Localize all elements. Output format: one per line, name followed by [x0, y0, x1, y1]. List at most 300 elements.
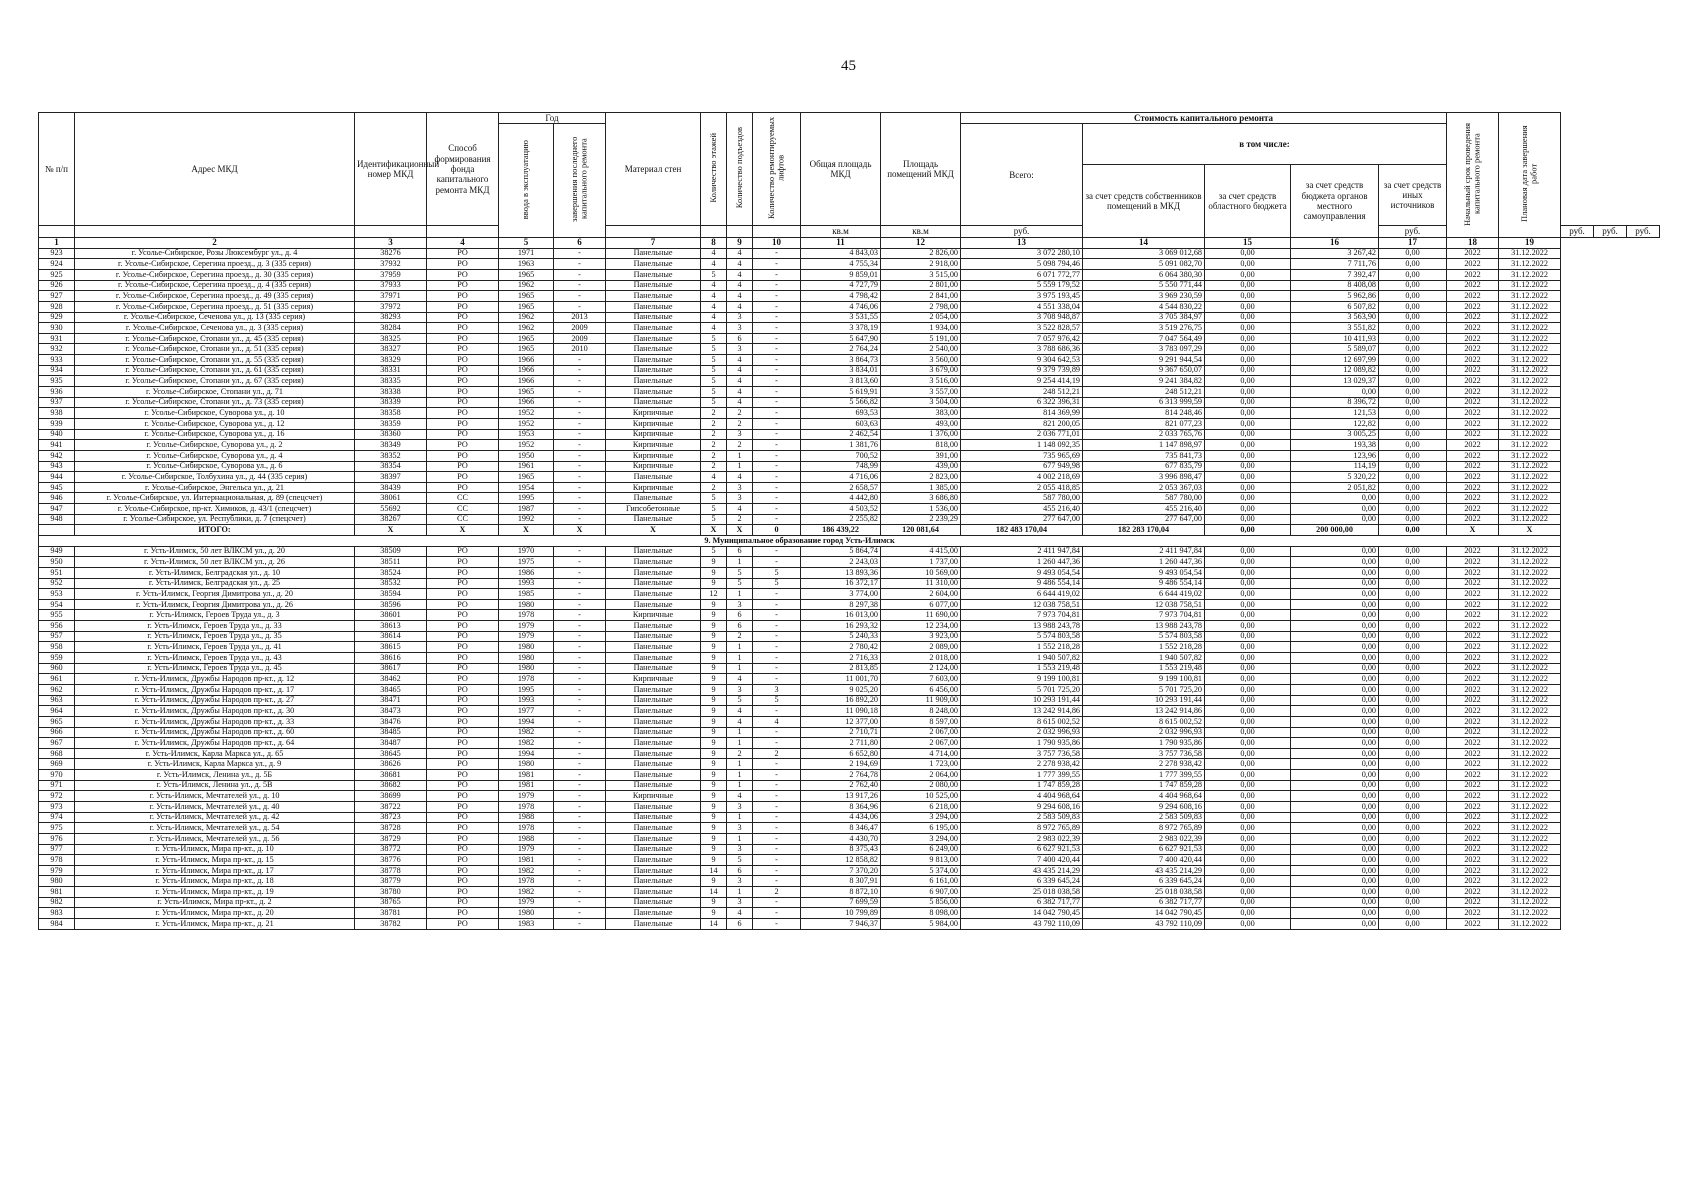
- table-cell: 0,00: [1291, 833, 1379, 844]
- table-cell: -: [554, 589, 606, 600]
- table-cell: 31.12.2022: [1499, 461, 1561, 472]
- table-cell: 0,00: [1291, 642, 1379, 653]
- table-cell: 31.12.2022: [1499, 376, 1561, 387]
- table-cell: 2 278 938,42: [1083, 759, 1205, 770]
- table-cell: 9 291 944,54: [1083, 355, 1205, 366]
- table-cell: 979: [39, 865, 75, 876]
- table-row: [39, 791, 1660, 802]
- table-cell: 2022: [1447, 418, 1499, 429]
- table-cell: -: [753, 706, 801, 717]
- table-row: [39, 546, 1660, 557]
- table-cell: Кирпичные: [606, 429, 701, 440]
- table-cell: 3 686,80: [881, 493, 961, 504]
- table-cell: 1978: [499, 876, 554, 887]
- table-cell: 31.12.2022: [1499, 312, 1561, 323]
- table-cell: 11 690,00: [881, 610, 961, 621]
- table-cell: 5 701 725,20: [961, 684, 1083, 695]
- table-cell: 0,00: [1205, 291, 1291, 302]
- table-cell: 0,00: [1379, 770, 1447, 781]
- table-cell: 1981: [499, 855, 554, 866]
- table-cell: 1: [727, 450, 753, 461]
- table-cell: 0,00: [1379, 429, 1447, 440]
- table-cell: 18: [1447, 237, 1499, 248]
- table-cell: 969: [39, 759, 75, 770]
- table-cell: 0,00: [1205, 450, 1291, 461]
- table-cell: 1965: [499, 472, 554, 483]
- table-cell: -: [753, 599, 801, 610]
- table-cell: Панельные: [606, 514, 701, 525]
- table-cell: 2022: [1447, 610, 1499, 621]
- table-cell: 0,00: [1205, 610, 1291, 621]
- table-cell: 3: [727, 823, 753, 834]
- table-cell: 2 054,00: [881, 312, 961, 323]
- table-cell: 2022: [1447, 833, 1499, 844]
- table-cell: 2022: [1447, 567, 1499, 578]
- table-cell: РО: [427, 301, 499, 312]
- table-cell: -: [554, 376, 606, 387]
- table-cell: 38284: [355, 323, 427, 334]
- table-cell: 2 823,00: [881, 472, 961, 483]
- table-cell: Панельные: [606, 259, 701, 270]
- table-row: [39, 365, 1660, 376]
- table-cell: 17: [1379, 237, 1447, 248]
- table-cell: 0,00: [1205, 684, 1291, 695]
- table-cell: 2022: [1447, 823, 1499, 834]
- table-cell: 1993: [499, 578, 554, 589]
- table-cell: 9 241 384,82: [1083, 376, 1205, 387]
- table-cell: 3: [355, 237, 427, 248]
- table-cell: 5: [701, 355, 727, 366]
- table-cell: 0,00: [1291, 695, 1379, 706]
- table-cell: 120 081,64: [881, 525, 961, 536]
- table-cell: 7 973 704,81: [961, 610, 1083, 621]
- table-cell: 2022: [1447, 440, 1499, 451]
- unit-rub: руб.: [1594, 226, 1627, 237]
- table-cell: 31.12.2022: [1499, 557, 1561, 568]
- table-cell: 455 216,40: [1083, 504, 1205, 515]
- table-cell: 182 283 170,04: [1083, 525, 1205, 536]
- table-cell: 3: [753, 684, 801, 695]
- table-cell: 38782: [355, 919, 427, 930]
- table-row: [39, 589, 1660, 600]
- table-cell: 1950: [499, 450, 554, 461]
- table-cell: -: [753, 802, 801, 813]
- table-cell: 9: [701, 759, 727, 770]
- table-cell: 2 051,82: [1291, 482, 1379, 493]
- table-cell: 38359: [355, 418, 427, 429]
- table-cell: РО: [427, 610, 499, 621]
- table-cell: 4: [753, 716, 801, 727]
- table-cell: 0,00: [1291, 727, 1379, 738]
- table-cell: -: [753, 653, 801, 664]
- table-cell: г. Усть-Илимск, Героев Труда ул., д. 43: [75, 653, 355, 664]
- table-cell: 2022: [1447, 578, 1499, 589]
- table-cell: -: [753, 674, 801, 685]
- table-cell: 9 493 054,54: [961, 567, 1083, 578]
- table-cell: 19: [1499, 237, 1561, 248]
- table-cell: РО: [427, 259, 499, 270]
- table-cell: -: [554, 908, 606, 919]
- table-cell: 957: [39, 631, 75, 642]
- table-cell: 4: [701, 323, 727, 334]
- table-cell: 4: [727, 674, 753, 685]
- table-cell: г. Усть-Илимск, Ленина ул., д. 5Б: [75, 770, 355, 781]
- table-cell: 0,00: [1291, 876, 1379, 887]
- table-cell: -: [554, 567, 606, 578]
- table-cell: -: [753, 663, 801, 674]
- table-cell: -: [554, 557, 606, 568]
- table-cell: 6 644 419,02: [1083, 589, 1205, 600]
- table-cell: 1988: [499, 833, 554, 844]
- table-cell: 31.12.2022: [1499, 812, 1561, 823]
- table-cell: 4 746,06: [801, 301, 881, 312]
- table-cell: г. Усолье-Сибирское, Серегина проезд., д. 51 (335 серия): [75, 301, 355, 312]
- table-cell: 2022: [1447, 716, 1499, 727]
- table-cell: -: [753, 312, 801, 323]
- table-cell: 3 774,00: [801, 589, 881, 600]
- table-cell: 248 512,21: [961, 387, 1083, 398]
- table-cell: 0,00: [1205, 429, 1291, 440]
- table-cell: 0,00: [1379, 472, 1447, 483]
- table-cell: 3 294,00: [881, 812, 961, 823]
- table-cell: 1961: [499, 461, 554, 472]
- table-cell: г. Усть-Илимск, Белградская ул., д. 25: [75, 578, 355, 589]
- table-cell: г. Усть-Илимск, Мечтателей ул., д. 10: [75, 791, 355, 802]
- header-year-commission: ввода в эксплуатацию: [499, 124, 554, 237]
- table-cell: 2: [727, 631, 753, 642]
- table-cell: 0,00: [1205, 578, 1291, 589]
- table-cell: СС: [427, 493, 499, 504]
- table-cell: 1 777 399,55: [961, 770, 1083, 781]
- table-cell: 4: [727, 248, 753, 259]
- table-cell: 9 199 100,81: [961, 674, 1083, 685]
- table-cell: Панельные: [606, 738, 701, 749]
- table-cell: 2022: [1447, 621, 1499, 632]
- table-cell: 4: [727, 716, 753, 727]
- table-cell: 0,00: [1205, 323, 1291, 334]
- table-cell: 13 917,26: [801, 791, 881, 802]
- table-cell: 2022: [1447, 472, 1499, 483]
- table-cell: -: [753, 812, 801, 823]
- table-cell: 6 218,00: [881, 802, 961, 813]
- table-cell: 1981: [499, 780, 554, 791]
- table-cell: РО: [427, 599, 499, 610]
- table-cell: 8 408,08: [1291, 280, 1379, 291]
- table-cell: 31.12.2022: [1499, 599, 1561, 610]
- table-cell: 1965: [499, 344, 554, 355]
- table-cell: 2022: [1447, 802, 1499, 813]
- table-cell: Панельные: [606, 663, 701, 674]
- table-cell: 931: [39, 333, 75, 344]
- table-cell: 1962: [499, 280, 554, 291]
- table-cell: 2022: [1447, 780, 1499, 791]
- table-cell: 0,00: [1379, 716, 1447, 727]
- table-cell: 0,00: [1379, 738, 1447, 749]
- table-cell: Панельные: [606, 642, 701, 653]
- table-cell: 960: [39, 663, 75, 674]
- table-cell: 9: [727, 237, 753, 248]
- table-cell: 11 090,18: [801, 706, 881, 717]
- table-cell: 0,00: [1291, 493, 1379, 504]
- table-cell: 4: [727, 397, 753, 408]
- table-cell: 0,00: [1379, 514, 1447, 525]
- table-cell: 941: [39, 440, 75, 451]
- table-cell: 6 322 396,31: [961, 397, 1083, 408]
- table-cell: 10 525,00: [881, 791, 961, 802]
- table-cell: 38276: [355, 248, 427, 259]
- table-cell: 1: [727, 770, 753, 781]
- table-cell: 200 000,00: [1291, 525, 1379, 536]
- table-cell: 1994: [499, 748, 554, 759]
- table-cell: Панельные: [606, 557, 701, 568]
- header-owners: за счет средств собственников помещений в МКД: [1083, 165, 1205, 238]
- table-cell: 4: [727, 387, 753, 398]
- header-method: Способ формирования фонда капитального ремонта МКД: [427, 113, 499, 226]
- table-cell: 4 716,06: [801, 472, 881, 483]
- table-cell: 3 522 828,57: [961, 323, 1083, 334]
- table-cell: 0,00: [1205, 557, 1291, 568]
- table-cell: 3 504,00: [881, 397, 961, 408]
- table-cell: 587 780,00: [1083, 493, 1205, 504]
- table-cell: 3: [727, 482, 753, 493]
- table-cell: Панельные: [606, 823, 701, 834]
- table-cell: -: [554, 387, 606, 398]
- table-cell: 1982: [499, 887, 554, 898]
- table-cell: 0,00: [1379, 642, 1447, 653]
- table-cell: 5: [701, 387, 727, 398]
- table-cell: 3 679,00: [881, 365, 961, 376]
- table-cell: 38327: [355, 344, 427, 355]
- table-cell: Кирпичные: [606, 791, 701, 802]
- table-cell: 31.12.2022: [1499, 450, 1561, 461]
- table-cell: 4: [727, 472, 753, 483]
- table-cell: г. Усть-Илимск, Мира пр-кт., д. 18: [75, 876, 355, 887]
- table-row: [39, 642, 1660, 653]
- table-cell: 182 483 170,04: [961, 525, 1083, 536]
- table-cell: 2 032 996,93: [1083, 727, 1205, 738]
- table-cell: Панельные: [606, 376, 701, 387]
- table-cell: -: [554, 706, 606, 717]
- table-cell: 31.12.2022: [1499, 791, 1561, 802]
- table-cell: -: [554, 791, 606, 802]
- table-cell: -: [554, 514, 606, 525]
- table-cell: -: [554, 833, 606, 844]
- table-row: [39, 865, 1660, 876]
- table-cell: 2: [75, 237, 355, 248]
- table-cell: 981: [39, 887, 75, 898]
- table-cell: 6: [727, 621, 753, 632]
- header-lifts: Количество ремонтируемых лифтов: [753, 113, 801, 226]
- table-cell: 0,00: [1379, 546, 1447, 557]
- table-cell: 2022: [1447, 748, 1499, 759]
- table-cell: 4 503,52: [801, 504, 881, 515]
- table-cell: 2022: [1447, 344, 1499, 355]
- table-cell: 3: [727, 876, 753, 887]
- table-cell: 8 396,72: [1291, 397, 1379, 408]
- table-cell: 1979: [499, 791, 554, 802]
- table-cell: 0,00: [1291, 887, 1379, 898]
- table-cell: 5 647,90: [801, 333, 881, 344]
- table-cell: 5 856,00: [881, 897, 961, 908]
- table-cell: 2: [701, 440, 727, 451]
- table-cell: 31.12.2022: [1499, 280, 1561, 291]
- table-cell: 1 747 859,28: [961, 780, 1083, 791]
- table-cell: 31.12.2022: [1499, 365, 1561, 376]
- table-cell: г. Усть-Илимск, Дружбы Народов пр-кт., д. 30: [75, 706, 355, 717]
- table-cell: 9 294 608,16: [1083, 802, 1205, 813]
- header-end: Плановая дата завершения работ: [1499, 113, 1561, 238]
- table-cell: 1985: [499, 589, 554, 600]
- table-cell: 0,00: [1379, 876, 1447, 887]
- table-cell: РО: [427, 812, 499, 823]
- table-cell: 5 619,91: [801, 387, 881, 398]
- table-cell: 1994: [499, 716, 554, 727]
- table-cell: 929: [39, 312, 75, 323]
- table-cell: 8 364,96: [801, 802, 881, 813]
- table-cell: 9: [701, 621, 727, 632]
- table-cell: 13 029,37: [1291, 376, 1379, 387]
- table-cell: 5 589,07: [1291, 344, 1379, 355]
- table-cell: 2: [701, 461, 727, 472]
- table-cell: 0,00: [1291, 557, 1379, 568]
- table-cell: 1 552 218,28: [1083, 642, 1205, 653]
- table-cell: 967: [39, 738, 75, 749]
- table-cell: -: [753, 770, 801, 781]
- table-cell: 2 411 947,84: [961, 546, 1083, 557]
- header-blank: [39, 226, 75, 237]
- table-cell: 0,00: [1291, 504, 1379, 515]
- table-cell: Панельные: [606, 653, 701, 664]
- table-cell: 2 801,00: [881, 280, 961, 291]
- table-cell: 1 790 935,86: [1083, 738, 1205, 749]
- table-cell: 121,53: [1291, 408, 1379, 419]
- table-cell: 5 574 803,58: [1083, 631, 1205, 642]
- table-cell: 31.12.2022: [1499, 387, 1561, 398]
- table-cell: 9: [701, 770, 727, 781]
- table-cell: РО: [427, 695, 499, 706]
- table-cell: 43 792 110,09: [961, 919, 1083, 930]
- table-cell: 31.12.2022: [1499, 397, 1561, 408]
- table-cell: 3 294,00: [881, 833, 961, 844]
- table-cell: Кирпичные: [606, 418, 701, 429]
- table-cell: 1952: [499, 418, 554, 429]
- table-cell: 1975: [499, 557, 554, 568]
- table-cell: 31.12.2022: [1499, 748, 1561, 759]
- table-cell: 2: [701, 408, 727, 419]
- table-cell: 0,00: [1291, 716, 1379, 727]
- table-cell: -: [753, 301, 801, 312]
- table-cell: 38615: [355, 642, 427, 653]
- table-cell: 940: [39, 429, 75, 440]
- table-cell: 1 940 507,82: [961, 653, 1083, 664]
- table-cell: 8 615 002,52: [1083, 716, 1205, 727]
- table-row: [39, 514, 1660, 525]
- header-start: Начальный срок проведения капитального ремонта: [1447, 113, 1499, 238]
- table-cell: 0,00: [1379, 333, 1447, 344]
- table-cell: 2009: [554, 323, 606, 334]
- table-cell: Панельные: [606, 876, 701, 887]
- table-cell: РО: [427, 429, 499, 440]
- table-cell: 1: [727, 759, 753, 770]
- table-cell: 16 013,00: [801, 610, 881, 621]
- table-cell: -: [554, 653, 606, 664]
- table-cell: РО: [427, 653, 499, 664]
- table-cell: 31.12.2022: [1499, 248, 1561, 259]
- table-cell: 0,00: [1379, 312, 1447, 323]
- table-cell: 1977: [499, 706, 554, 717]
- table-cell: 2 764,24: [801, 344, 881, 355]
- table-cell: 0,00: [1205, 355, 1291, 366]
- table-cell: 3 557,00: [881, 387, 961, 398]
- table-cell: г. Усть-Илимск, Мира пр-кт., д. 17: [75, 865, 355, 876]
- table-cell: 3 757 736,58: [961, 748, 1083, 759]
- table-cell: 818,00: [881, 440, 961, 451]
- table-cell: 13 242 914,86: [961, 706, 1083, 717]
- table-cell: 4 551 338,04: [961, 301, 1083, 312]
- table-cell: 38729: [355, 833, 427, 844]
- table-cell: Панельные: [606, 759, 701, 770]
- table-cell: 1 381,76: [801, 440, 881, 451]
- table-cell: 9: [701, 567, 727, 578]
- table-cell: 9 486 554,14: [961, 578, 1083, 589]
- table-cell: 4 714,00: [881, 748, 961, 759]
- table-cell: 1978: [499, 610, 554, 621]
- table-cell: -: [554, 812, 606, 823]
- table-cell: 7: [606, 237, 701, 248]
- table-cell: г. Усть-Илимск, 50 лет ВЛКСМ ул., д. 26: [75, 557, 355, 568]
- table-cell: 0,00: [1379, 653, 1447, 664]
- table-row: [39, 248, 1660, 259]
- table-cell: 31.12.2022: [1499, 844, 1561, 855]
- table-cell: 4: [701, 280, 727, 291]
- table-cell: 9: [701, 833, 727, 844]
- table-cell: г. Усть-Илимск, Георгия Димитрова ул., д. 26: [75, 599, 355, 610]
- table-cell: 0,00: [1291, 546, 1379, 557]
- table-cell: X: [427, 525, 499, 536]
- table-cell: -: [554, 301, 606, 312]
- table-cell: 3 834,01: [801, 365, 881, 376]
- table-cell: 9: [701, 557, 727, 568]
- table-row: [39, 472, 1660, 483]
- table-cell: 4: [701, 291, 727, 302]
- table-cell: 5: [701, 344, 727, 355]
- table-cell: 0,00: [1379, 663, 1447, 674]
- table-cell: 1965: [499, 333, 554, 344]
- table-cell: 493,00: [881, 418, 961, 429]
- table-cell: 2 798,00: [881, 301, 961, 312]
- table-cell: РО: [427, 663, 499, 674]
- table-cell: 5: [753, 567, 801, 578]
- table-row: [39, 493, 1660, 504]
- table-cell: 0,00: [1379, 621, 1447, 632]
- table-cell: 1992: [499, 514, 554, 525]
- table-cell: 5: [701, 365, 727, 376]
- table-cell: 2022: [1447, 312, 1499, 323]
- table-cell: 2022: [1447, 642, 1499, 653]
- table-cell: 1962: [499, 312, 554, 323]
- table-cell: -: [554, 663, 606, 674]
- table-cell: -: [554, 461, 606, 472]
- table-cell: -: [554, 695, 606, 706]
- header-other: за счет средств иных источников: [1379, 165, 1447, 226]
- table-cell: 3 516,00: [881, 376, 961, 387]
- table-cell: 31.12.2022: [1499, 355, 1561, 366]
- table-cell: 31.12.2022: [1499, 663, 1561, 674]
- header-blank: [727, 226, 753, 237]
- table-cell: -: [753, 269, 801, 280]
- table-cell: 0,00: [1205, 833, 1291, 844]
- table-cell: -: [554, 450, 606, 461]
